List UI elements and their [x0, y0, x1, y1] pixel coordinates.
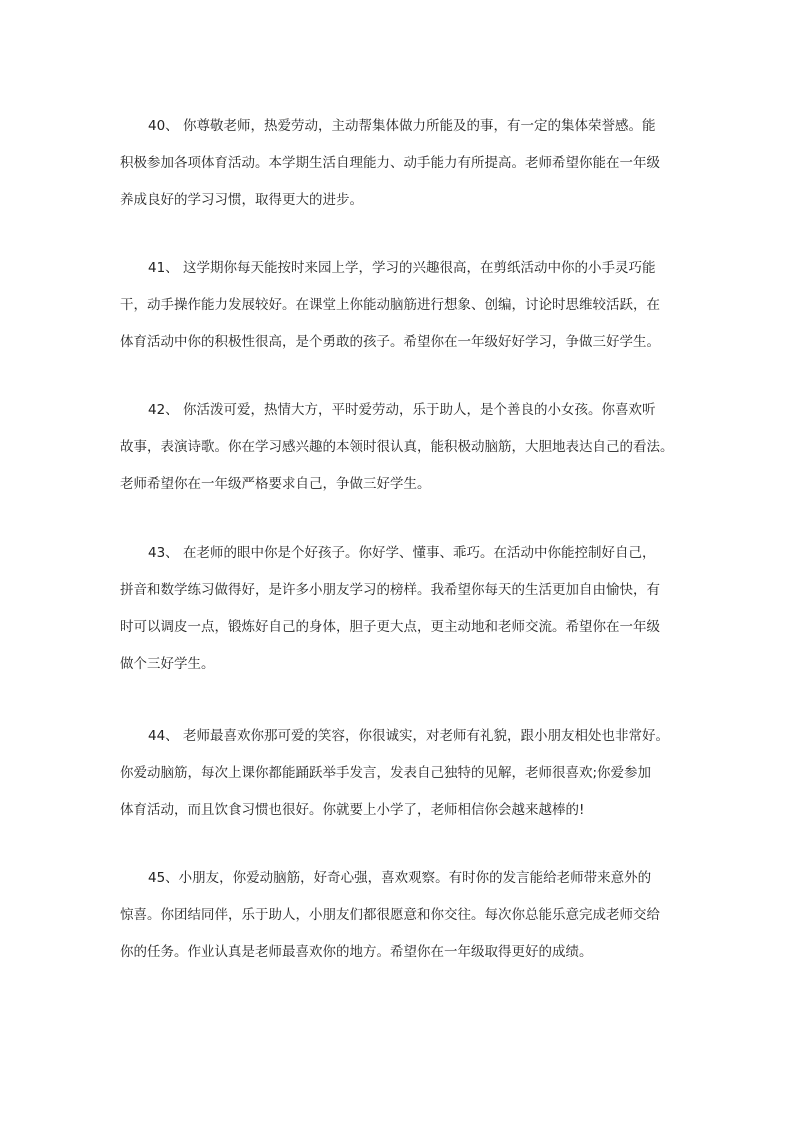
paragraph-line: 45、小朋友，你爱动脑筋，好奇心强，喜欢观察。有时你的发言能给老师带来意外的	[148, 870, 652, 886]
paragraph-line: 体育活动中你的积极性很高，是个勇敢的孩子。希望你在一年级好好学习，争做三好学生。	[120, 334, 660, 350]
paragraph-line: 44、 老师最喜欢你那可爱的笑容，你很诚实，对老师有礼貌，跟小朋友相处也非常好。	[148, 728, 669, 744]
paragraph-line: 拼音和数学练习做得好，是许多小朋友学习的榜样。我希望你每天的生活更加自由愉快，有	[120, 582, 660, 598]
paragraph-line: 时可以调皮一点，锻炼好自己的身体，胆子更大点，更主动地和老师交流。希望你在一年级	[120, 619, 660, 635]
paragraph-line: 故事，表演诗歌。你在学习感兴趣的本领时很认真，能积极动脑筋，大胆地表达自己的看法。	[120, 439, 674, 455]
paragraph-45	[120, 860, 680, 971]
paragraph-41	[120, 250, 680, 361]
paragraph-line: 干，动手操作能力发展较好。在课堂上你能动脑筋进行想象、创编，讨论时思维较活跃，在	[120, 297, 660, 313]
paragraph-42	[120, 392, 680, 503]
paragraph-line: 你爱动脑筋，每次上课你都能踊跃举手发言，发表自己独特的见解，老师很喜欢;你爱参加	[120, 765, 652, 781]
paragraph-line: 40、 你尊敬老师，热爱劳动，主动帮集体做力所能及的事，有一定的集体荣誉感。能	[148, 118, 656, 134]
paragraph-line: 43、 在老师的眼中你是个好孩子。你好学、懂事、乖巧。在活动中你能控制好自己，	[148, 545, 656, 561]
paragraph-line: 养成良好的学习习惯，取得更大的进步。	[120, 192, 363, 208]
paragraph-line: 积极参加各项体育活动。本学期生活自理能力、动手能力有所提高。老师希望你能在一年级	[120, 155, 660, 171]
paragraph-line: 42、 你活泼可爱，热情大方，平时爱劳动，乐于助人，是个善良的小女孩。你喜欢听	[148, 402, 656, 418]
paragraph-line: 老师希望你在一年级严格要求自己，争做三好学生。	[120, 476, 431, 492]
paragraph-44	[120, 718, 680, 829]
paragraph-line: 做个三好学生。	[120, 656, 215, 672]
paragraph-40	[120, 108, 680, 219]
paragraph-line: 你的任务。作业认真是老师最喜欢你的地方。希望你在一年级取得更好的成绩。	[120, 944, 593, 960]
paragraph-line: 41、 这学期你每天能按时来园上学，学习的兴趣很高，在剪纸活动中你的小手灵巧能	[148, 260, 656, 276]
paragraph-line: 惊喜。你团结同伴，乐于助人，小朋友们都很愿意和你交往。每次你总能乐意完成老师交给	[120, 907, 660, 923]
paragraph-43	[120, 535, 680, 683]
paragraph-line: 体育活动，而且饮食习惯也很好。你就要上小学了，老师相信你会越来越棒的!	[120, 802, 585, 818]
